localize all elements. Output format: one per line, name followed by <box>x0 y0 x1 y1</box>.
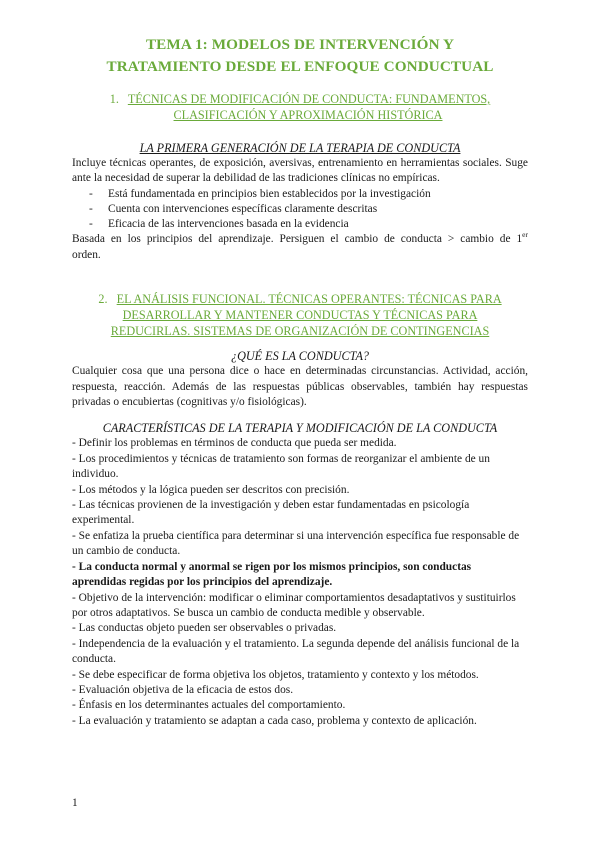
section-1-number: 1. <box>109 92 119 106</box>
page-number: 1 <box>72 797 78 809</box>
list-item: - Énfasis en los determinantes actuales del comportamiento. <box>72 699 346 712</box>
first-generation-closing: Basada en los principios del aprendizaje. Persiguen el cambio de conducta > cambio de 1er <box>72 230 528 246</box>
section-2-heading <box>72 291 528 339</box>
caracteristicas-heading: CARACTERÍSTICAS DE LA TERAPIA Y MODIFICACIÓN DE LA CONDUCTA <box>102 421 498 436</box>
list-item: - Objetivo de la intervención: modificar o eliminar comportamientos desadaptativos y sustituirlos por otros adaptativos. Se busca un cambio de conducta medible y observable. <box>72 591 516 619</box>
section-2-line-3: REDUCIRLAS. SISTEMAS DE ORGANIZACIÓN DE CONTINGENCIAS <box>110 324 490 339</box>
list-item: - Evaluación objetiva de la eficacia de estos dos. <box>72 683 294 696</box>
title-line-2: TRATAMIENTO DESDE EL ENFOQUE CONDUCTUAL <box>106 58 494 75</box>
section-2-line-1: EL ANÁLISIS FUNCIONAL. TÉCNICAS OPERANTES: TÉCNICAS PARA <box>116 292 502 307</box>
conducta-text: Cualquier cosa que una persona dice o hace en determinadas circunstancias. Actividad, acción, respuesta, reacción. Además de las respuestas públicas observables, también hay respuestas privadas o encubiertas (cognitivas y/o fisiológicas). <box>72 365 528 409</box>
list-item: - Definir los problemas en términos de conducta que pueda ser medida. <box>72 437 397 450</box>
list-item: - Está fundamentada en principios bien establecidos por la investigación <box>89 187 431 200</box>
list-item: - Las técnicas provienen de la investigación y deben estar fundamentadas en psicología experimental. <box>72 499 470 527</box>
list-item: - Se enfatiza la prueba científica para determinar si una intervención específica fue responsable de un cambio de conducta. <box>72 529 520 558</box>
document-page <box>72 34 528 729</box>
list-item: - Cuenta con intervenciones específicas claramente descritas <box>89 203 378 216</box>
document-title <box>72 34 528 78</box>
list-item: - Independencia de la evaluación y el tratamiento. La segunda depende del análisis funcional de la conducta. <box>72 637 520 666</box>
section-1-line-2: CLASIFICACIÓN Y APROXIMACIÓN HISTÓRICA <box>173 108 443 122</box>
first-generation-intro: Incluye técnicas operantes, de exposición, aversivas, entrenamiento en herramientas sociales. Suge ante la necesidad de superar la debilidad de las tradiciones clínicas no empíricas. <box>72 157 528 185</box>
list-item: - Eficacia de las intervenciones basada en la evidencia <box>89 218 349 231</box>
section-1-line-1: TÉCNICAS DE MODIFICACIÓN DE CONDUCTA: FUNDAMENTOS, <box>127 92 491 106</box>
section-1-heading <box>72 91 528 123</box>
list-item: - Se debe especificar de forma objetiva los objetos, tratamiento y contexto y los métodos. <box>72 668 479 681</box>
list-item: - Los procedimientos y técnicas de tratamiento son formas de reorganizar el ambiente de un individuo. <box>72 452 490 481</box>
list-item: - La evaluación y tratamiento se adaptan a cada caso, problema y contexto de aplicación. <box>72 714 477 727</box>
first-generation-closing-end: orden. <box>72 248 101 261</box>
first-generation-list <box>72 187 528 233</box>
list-item: - Las conductas objeto pueden ser observables o privadas. <box>72 622 337 635</box>
conducta-heading: ¿QUÉ ES LA CONDUCTA? <box>230 349 370 364</box>
section-2-line-2: DESARROLLAR Y MANTENER CONDUCTAS Y TÉCNICAS PARA <box>122 308 478 323</box>
list-item: - Los métodos y la lógica pueden ser descritos con precisión. <box>72 483 350 496</box>
caracteristicas-list <box>72 436 528 729</box>
first-generation-heading: LA PRIMERA GENERACIÓN DE LA TERAPIA DE CONDUCTA <box>139 141 461 155</box>
list-item-bold: - La conducta normal y anormal se rigen por los mismos principios, son conductas aprendidas regidas por los principios del aprendizaje. <box>72 560 472 589</box>
section-2-number: 2. <box>98 292 108 307</box>
title-line-1: TEMA 1: MODELOS DE INTERVENCIÓN Y <box>145 36 455 53</box>
